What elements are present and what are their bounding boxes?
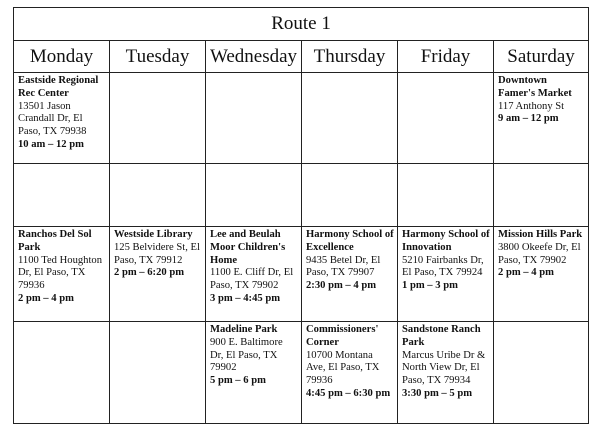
location-name: Harmony School of Excellence: [306, 229, 394, 253]
location-name: Downtown Famer's Market: [498, 75, 572, 99]
location-name: Lee and Beulah Moor Children's Home: [210, 229, 286, 266]
schedule-cell: [206, 227, 302, 322]
schedule-cell-empty: [302, 73, 398, 164]
schedule-cell: [14, 73, 110, 164]
location-address: 900 E. Baltimore Dr, El Paso, TX 79902: [210, 336, 283, 374]
location-address: 117 Anthony St: [498, 100, 565, 112]
location-address: 1100 Ted Houghton Dr, El Paso, TX 79936: [18, 254, 103, 292]
location-hours: 2:30 pm – 4 pm: [306, 280, 377, 292]
location-hours: 2 pm – 4 pm: [18, 292, 74, 304]
location-hours: 10 am – 12 pm: [18, 138, 84, 150]
location-name: Mission Hills Park: [498, 229, 583, 240]
schedule-row: [14, 73, 589, 164]
schedule-cell-empty: [494, 164, 589, 227]
location-name: Eastside Regional Rec Center: [18, 75, 99, 99]
schedule-cell: [302, 322, 398, 424]
location-address: 125 Belvidere St, El Paso, TX 79912: [114, 241, 200, 266]
location-hours: 2 pm – 6:20 pm: [114, 267, 185, 279]
schedule-cell: [494, 227, 589, 322]
schedule-row: [14, 227, 589, 322]
location-hours: 3:30 pm – 5 pm: [402, 387, 473, 399]
schedule-cell: [110, 227, 206, 322]
day-header-monday: Monday: [14, 41, 110, 73]
schedule-row: [14, 322, 589, 424]
schedule-cell: [14, 227, 110, 322]
day-header-thursday: Thursday: [302, 41, 398, 73]
location-address: 10700 Montana Ave, El Paso, TX 79936: [306, 349, 380, 387]
schedule-cell: [302, 227, 398, 322]
location-hours: 9 am – 12 pm: [498, 113, 559, 125]
location-name: Westside Library: [114, 229, 193, 240]
location-name: Sandstone Ranch Park: [402, 324, 481, 348]
location-address: 9435 Betel Dr, El Paso, TX 79907: [306, 254, 381, 279]
schedule-cell: [398, 322, 494, 424]
location-address: Marcus Uribe Dr & North View Dr, El Paso, TX 79934: [402, 349, 486, 387]
schedule-cell-empty: [14, 322, 110, 424]
route-schedule-table: [13, 7, 589, 424]
location-address: 13501 Jason Crandall Dr, El Paso, TX 79938: [18, 100, 87, 138]
route-title: Route 1: [14, 8, 589, 41]
location-name: Madeline Park: [210, 324, 278, 335]
schedule-cell: [494, 73, 589, 164]
day-header-wednesday: Wednesday: [206, 41, 302, 73]
location-hours: 4:45 pm – 6:30 pm: [306, 387, 391, 399]
schedule-cell-empty: [494, 322, 589, 424]
schedule-cell-empty: [110, 73, 206, 164]
location-hours: 3 pm – 4:45 pm: [210, 292, 281, 304]
schedule-cell: [206, 322, 302, 424]
location-address: 5210 Fairbanks Dr, El Paso, TX 79924: [402, 254, 484, 279]
location-address: 3800 Okeefe Dr, El Paso, TX 79902: [498, 241, 581, 266]
schedule-cell: [398, 227, 494, 322]
schedule-cell-empty: [398, 164, 494, 227]
schedule-cell-empty: [302, 164, 398, 227]
day-header-friday: Friday: [398, 41, 494, 73]
day-header-saturday: Saturday: [494, 41, 589, 73]
location-name: Harmony School of Innovation: [402, 229, 490, 253]
location-hours: 2 pm – 4 pm: [498, 267, 554, 279]
location-hours: 1 pm – 3 pm: [402, 280, 458, 292]
location-address: 1100 E. Cliff Dr, El Paso, TX 79902: [210, 267, 294, 292]
schedule-cell-empty: [206, 164, 302, 227]
schedule-cell-empty: [110, 322, 206, 424]
schedule-row: [14, 164, 589, 227]
schedule-cell-empty: [110, 164, 206, 227]
location-name: Commissioners' Corner: [306, 324, 379, 348]
schedule-cell-empty: [398, 73, 494, 164]
schedule-cell-empty: [14, 164, 110, 227]
schedule-cell-empty: [206, 73, 302, 164]
location-hours: 5 pm – 6 pm: [210, 375, 266, 387]
location-name: Ranchos Del Sol Park: [18, 229, 92, 253]
day-header-tuesday: Tuesday: [110, 41, 206, 73]
